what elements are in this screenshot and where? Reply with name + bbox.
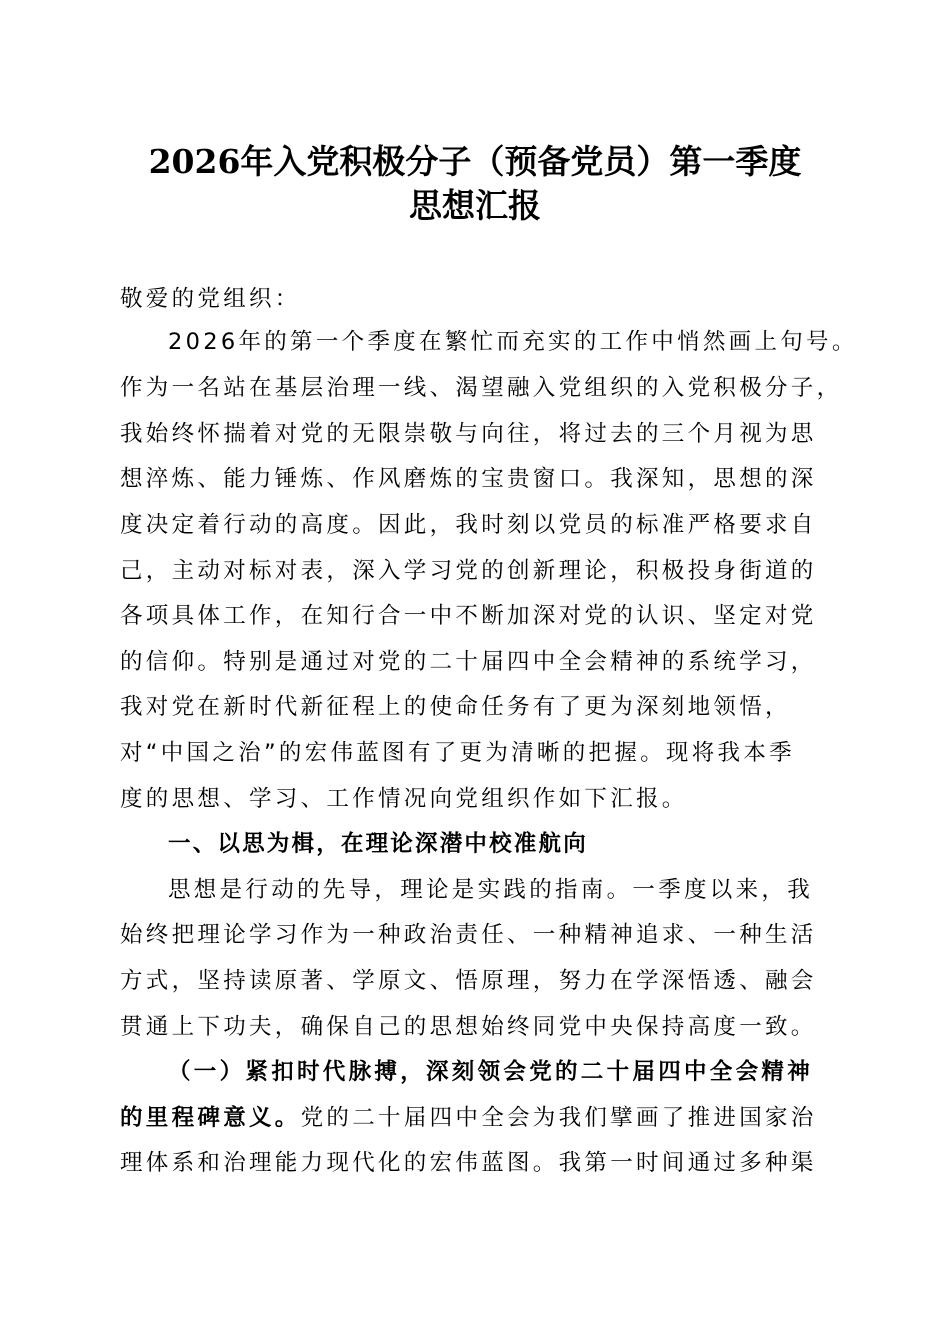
section-1-line: 始终把理论学习作为一种政治责任、一种精神追求、一种生活 [120,922,817,948]
subsection-1-line [120,1103,817,1133]
subsection-1-heading: （一）紧扣时代脉搏，深刻领会党的二十届四中全会精神 [168,1059,814,1085]
section-1-heading: 一、以思为楫，在理论深潜中校准航向 [168,831,588,857]
section-1-line: 思想是行动的先导，理论是实践的指南。一季度以来，我 [168,877,814,903]
intro-line: 想淬炼、能力锤炼、作风磨炼的宝贵窗口。我深知，思想的深 [120,466,817,492]
intro-line: 度决定着行动的高度。因此，我时刻以党员的标准严格要求自 [120,512,817,538]
subsection-1-heading-cont: 的里程碑意义。 [120,1105,301,1131]
document-title-line-1: 2026年入党积极分子（预备党员）第一季度 [148,142,802,181]
intro-line: 作为一名站在基层治理一线、渴望融入党组织的入党积极分子， [120,375,843,401]
intro-line: 我对党在新时代新征程上的使命任务有了更为深刻地领悟， [120,694,791,720]
subsection-1-line: 理体系和治理能力现代化的宏伟蓝图。我第一时间通过多种渠 [120,1150,817,1176]
intro-line: 的信仰。特别是通过对党的二十届四中全会精神的系统学习， [120,649,817,675]
intro-line: 对“中国之治”的宏伟蓝图有了更为清晰的把握。现将我本季 [120,740,795,766]
section-1-line: 方式，坚持读原著、学原文、悟原理，努力在学深悟透、融会 [120,968,817,994]
subsection-1-text: 党的二十届四中全会为我们擘画了推进国家治 [300,1105,817,1131]
intro-line: 各项具体工作，在知行合一中不断加深对党的认识、坚定对党 [120,603,817,629]
intro-line: 2026年的第一个季度在繁忙而充实的工作中悄然画上句号。 [168,329,858,355]
document-title-line-2: 思想汇报 [409,186,541,225]
section-1-line: 贯通上下功夫，确保自己的思想始终同党中央保持高度一致。 [120,1014,817,1040]
salutation: 敬爱的党组织： [120,286,301,312]
intro-line: 我始终怀揣着对党的无限崇敬与向往，将过去的三个月视为思 [120,421,817,447]
intro-line: 度的思想、学习、工作情况向党组织作如下汇报。 [120,786,688,812]
intro-line: 己，主动对标对表，深入学习党的创新理论，积极投身街道的 [120,558,817,584]
